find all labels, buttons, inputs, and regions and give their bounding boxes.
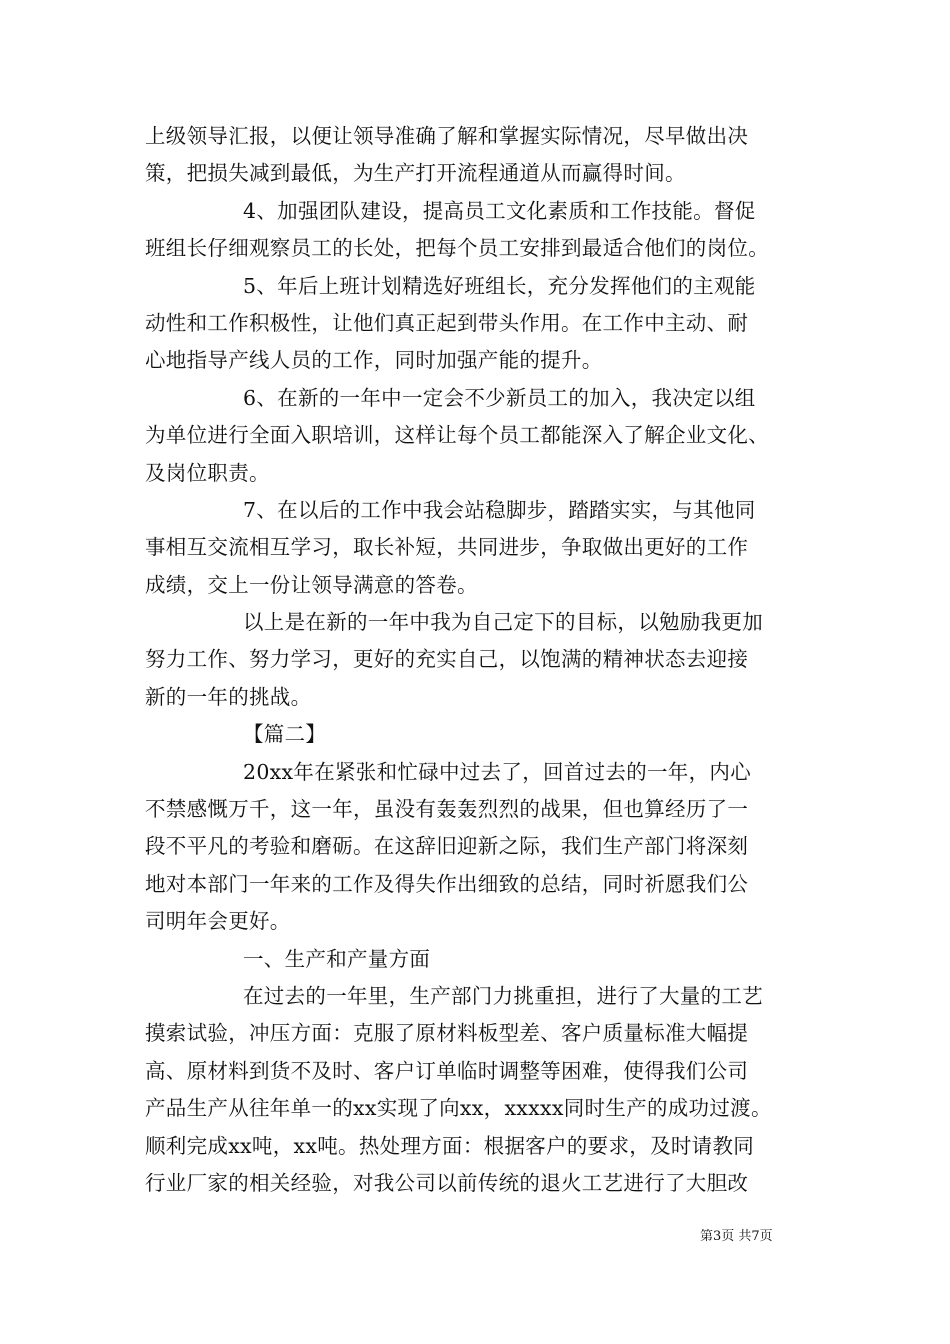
text-line: 新的一年的挑战。 [145,684,312,709]
paragraph-start: 5、年后上班计划精选好班组长，充分发挥他们的主观能 [243,273,756,298]
text-line: 成绩，交上一份让领导满意的答卷。 [145,572,478,597]
paragraph-start: 20xx年在紧张和忙碌中过去了，回首过去的一年，内心 [243,759,752,784]
text-line: 行业厂家的相关经验，对我公司以前传统的退火工艺进行了大胆改 [145,1170,749,1195]
text-line: 司明年会更好。 [145,909,291,934]
text-line: 地对本部门一年来的工作及得失作出细致的总结，同时祈愿我们公 [145,871,749,896]
paragraph-start: 在过去的一年里，生产部门力挑重担，进行了大量的工艺 [243,983,763,1008]
page-number: 第3页 共7页 [700,1229,773,1244]
text-line: 班组长仔细观察员工的长处，把每个员工安排到最适合他们的岗位。 [145,236,769,261]
paragraph-start: 6、在新的一年中一定会不少新员工的加入，我决定以组 [243,385,756,410]
text-line: 摸索试验，冲压方面：克服了原材料板型差、客户质量标准大幅提 [145,1021,749,1046]
text-line: 不禁感慨万千，这一年，虽没有轰轰烈烈的战果，但也算经历了一 [145,797,749,822]
text-line: 动性和工作积极性，让他们真正起到带头作用。在工作中主动、耐 [145,310,749,335]
text-line: 策，把损失减到最低，为生产打开流程通道从而赢得时间。 [145,161,686,186]
text-line: 事相互交流相互学习，取长补短，共同进步，争取做出更好的工作 [145,535,749,560]
text-line: 为单位进行全面入职培训，这样让每个员工都能深入了解企业文化、 [145,423,769,448]
section-heading: 【篇二】 [243,722,327,747]
text-line: 高、原材料到货不及时、客户订单临时调整等困难，使得我们公司 [145,1058,749,1083]
text-line: 产品生产从往年单一的xx实现了向xx，xxxxx同时生产的成功过渡。 [145,1096,772,1121]
text-line: 上级领导汇报，以便让领导准确了解和掌握实际情况，尽早做出决 [145,124,749,148]
subsection-heading: 一、生产和产量方面 [243,946,431,971]
text-line: 努力工作、努力学习，更好的充实自己，以饱满的精神状态去迎接 [145,647,749,672]
paragraph-start: 7、在以后的工作中我会站稳脚步，踏踏实实，与其他同 [243,497,756,522]
text-line: 心地指导产线人员的工作，同时加强产能的提升。 [145,348,603,373]
paragraph-start: 以上是在新的一年中我为自己定下的目标，以勉励我更加 [243,610,763,635]
text-line: 段不平凡的考验和磨砺。在这辞旧迎新之际，我们生产部门将深刻 [145,834,749,859]
text-line: 及岗位职责。 [145,460,270,485]
paragraph-start: 4、加强团队建设，提高员工文化素质和工作技能。督促 [243,198,756,223]
document-body [145,118,810,1202]
text-line: 顺利完成xx吨，xx吨。热处理方面：根据客户的要求，及时请教同 [145,1133,755,1158]
